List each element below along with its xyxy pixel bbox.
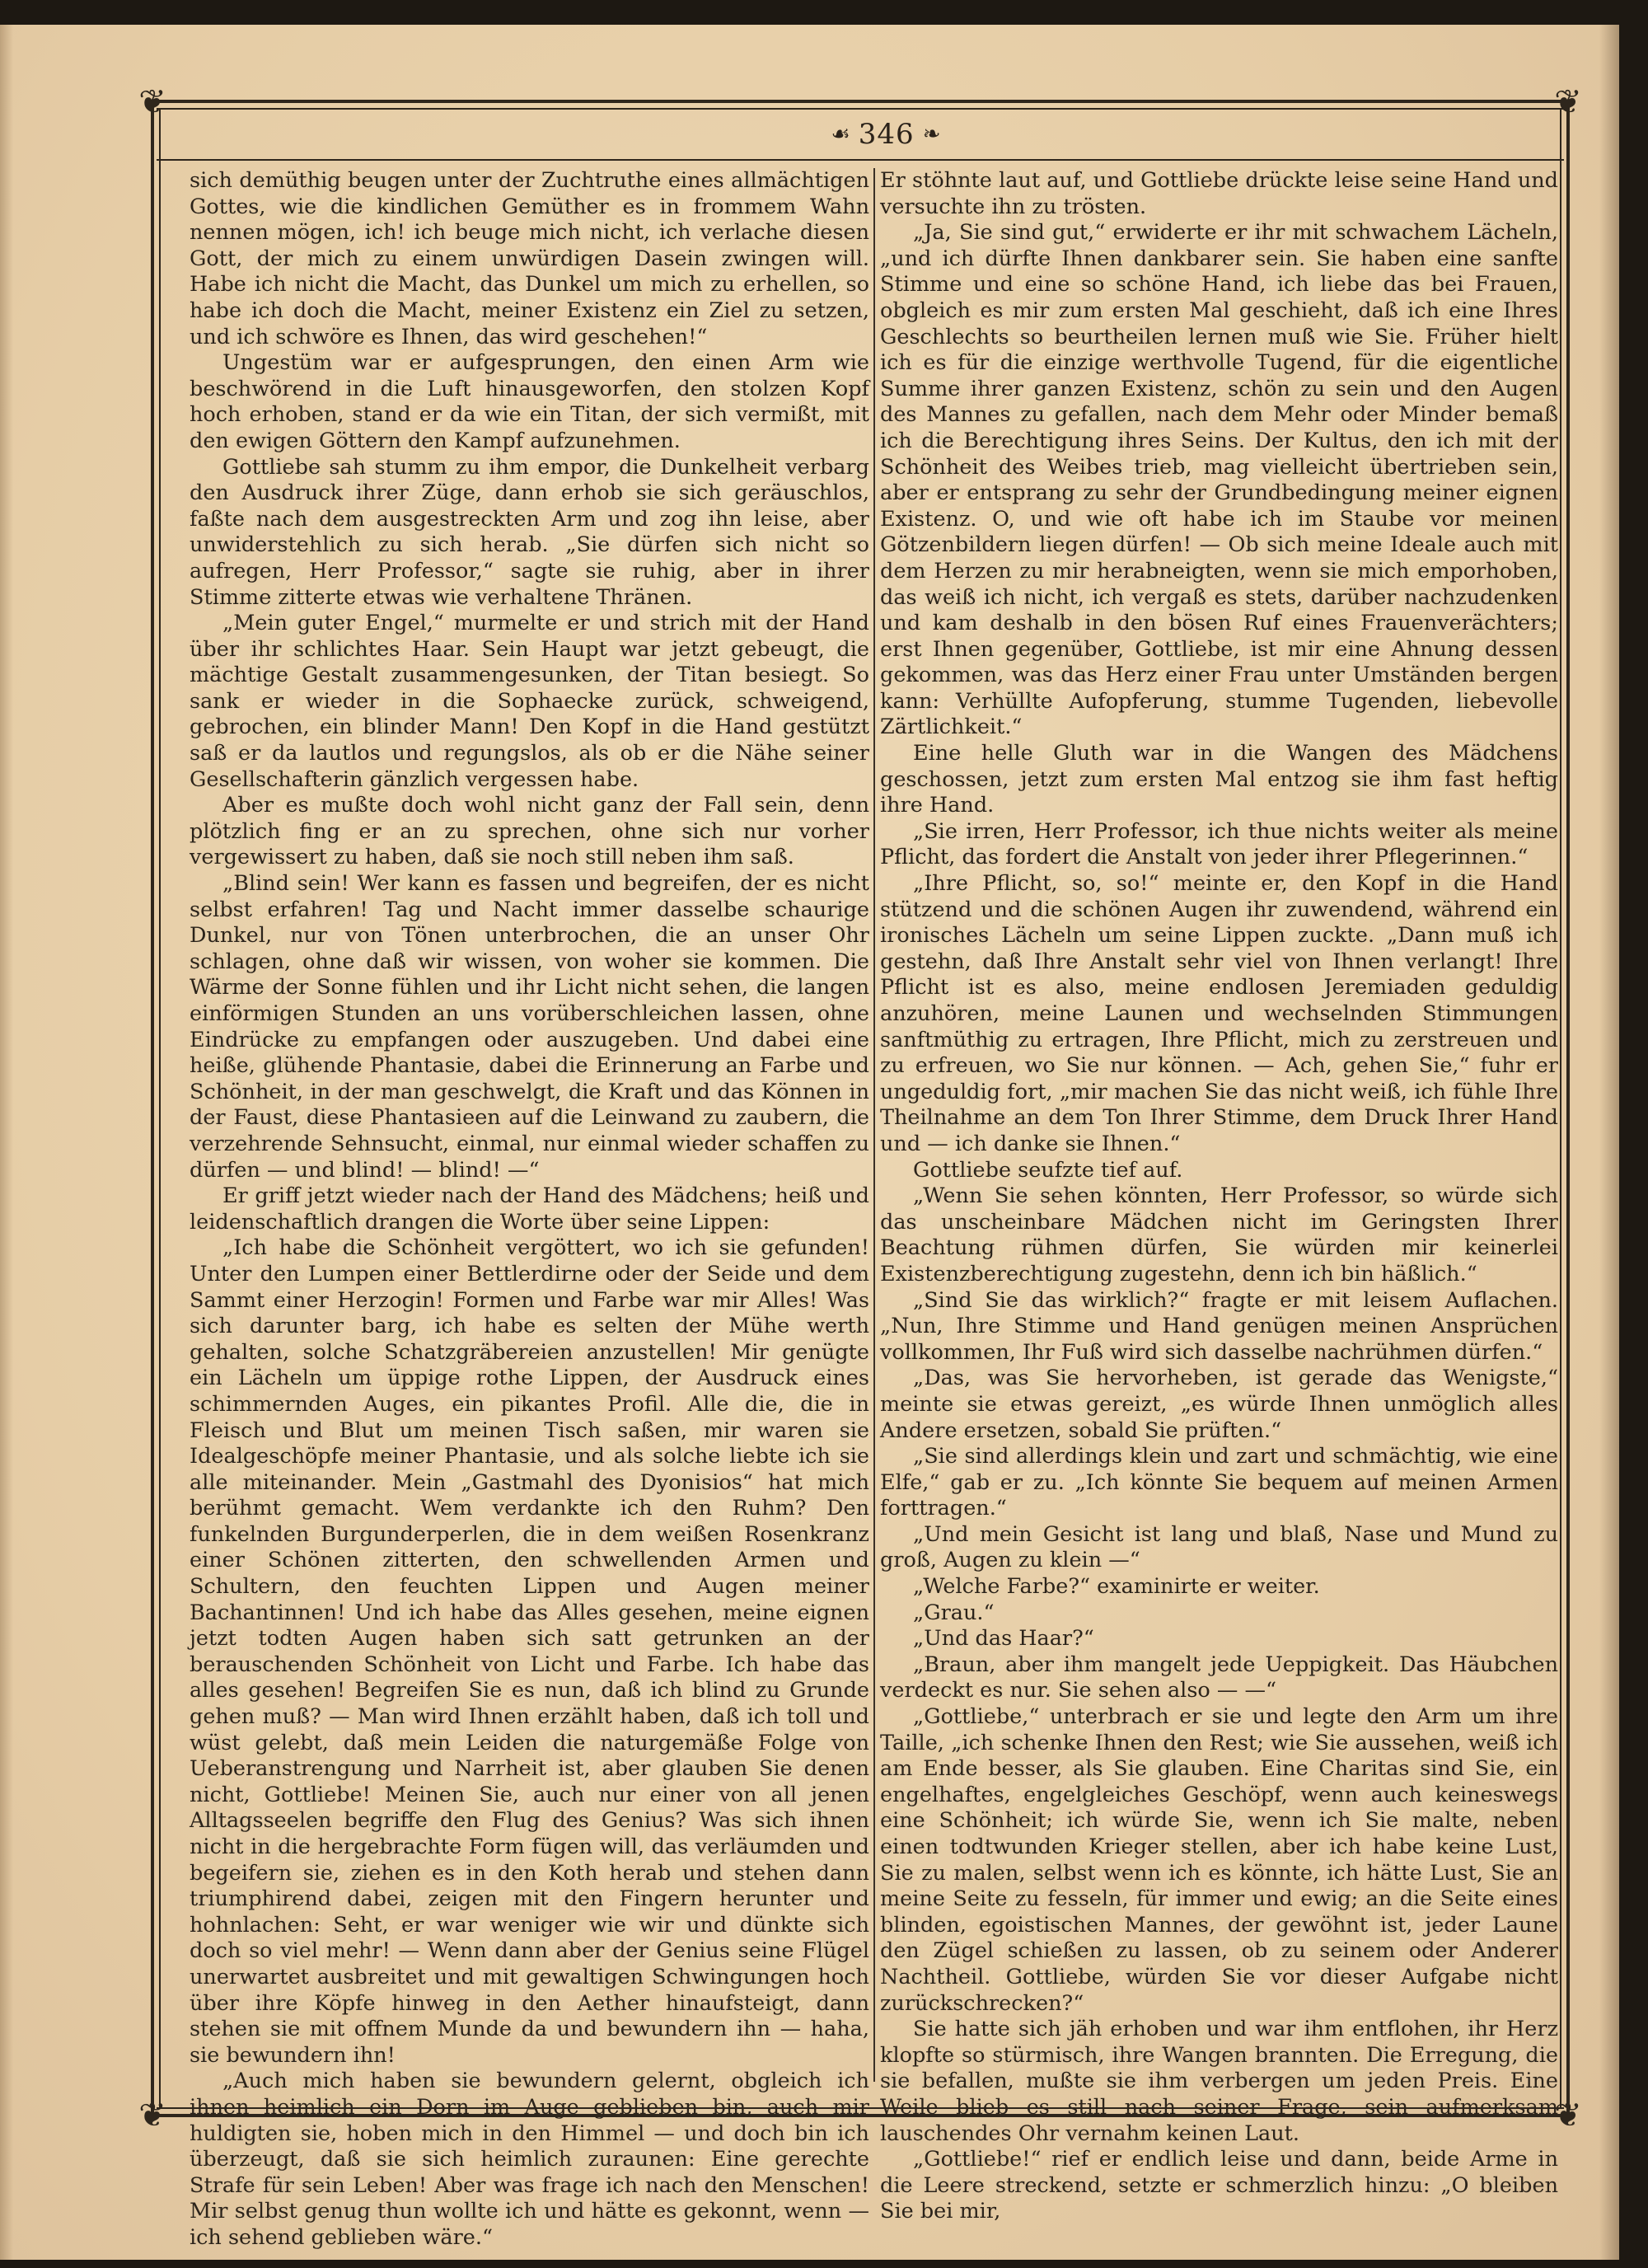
header-flourish-right: ❧ (922, 122, 941, 147)
frame-top-outer (151, 100, 1570, 103)
paragraph: „Das, was Sie hervorheben, ist gerade das Wenigste,“ meinte sie etwas gereizt, „es würde Ihnen unmöglich alles Andere ersetzen, sobald Sie prüften.“ (880, 1366, 1558, 1443)
paragraph: „Und das Haar?“ (913, 1626, 1094, 1652)
paragraph: Eine helle Gluth war in die Wangen des Mädchens geschossen, jetzt zum ersten Mal entzog sie ihm fast heftig ihre Hand. (880, 741, 1558, 818)
paragraph: „Wenn Sie sehen könnten, Herr Professor, so würde sich das unscheinbare Mädchen nicht im Geringsten Ihrer Beachtung rühmen dürfen, Sie würden mir keinerlei Existenzberechtigung zugestehn, denn ich bin häßlich.“ (880, 1183, 1558, 1286)
paragraph: „Ja, Sie sind gut,“ erwiderte er ihr mit schwachem Lächeln, „und ich dürfte Ihnen dankbarer sein. Sie haben eine sanfte Stimme und eine so schöne Hand, ich liebe das bei Frauen, obgleich es mir zum ersten Mal geschieht, daß ich eine Ihres Geschlechts so beurtheilen lernen muß wie Sie. Früher hielt ich es für die einzige werthvolle Tugend, für die eigentliche Summe ihrer ganzen Existenz, schön zu sein und den Augen des Mannes zu gefallen, nach dem Mehr oder Minder bemaß ich die Berechtigung ihres Seins. Der Kultus, den ich mit der Schönheit des Weibes trieb, mag vielleicht übertrieben sein, aber er entsprang zu sehr der Grundbedingung meiner eignen Existenz. O, und wie oft habe ich im Staube vor meinen Götzenbildern liegen dürfen! — Ob sich meine Ideale auch mit dem Herzen zu mir herabneigten, wenn sie mich emporhoben, das weiß ich nicht, ich vergaß es stets, darüber nachzudenken und kam deshalb in den bösen Ruf eines Frauenverächters; erst Ihnen gegenüber, Gottliebe, ist mir eine Ahnung dessen gekommen, was das Herz einer Frau unter Umständen bergen kann: Verhüllte Aufopferung, stumme Tugenden, liebevolle Zärtlichkeit.“ (880, 220, 1558, 740)
frame-top-inner (157, 108, 1564, 110)
paragraph: Aber es mußte doch wohl nicht ganz der Fall sein, denn plötzlich fing er an zu sprechen, ohne sich nur vorher vergewissert zu haben, daß sie noch still neben ihm saß. (190, 793, 869, 870)
corner-ornament-bottom-right: ❦ (1554, 2097, 1582, 2134)
corner-ornament-top-right: ❦ (1554, 83, 1582, 121)
paragraph: „Sind Sie das wirklich?“ fragte er mit leisem Auflachen. „Nun, Ihre Stimme und Hand genügen meinen Ansprüchen vollkommen, Ihr Fuß wird sich dasselbe nachrühmen dürfen.“ (880, 1287, 1558, 1365)
page-number: 346 (858, 118, 915, 151)
corner-ornament-top-left: ❦ (138, 83, 166, 121)
frame-right-outer (1566, 100, 1570, 2117)
paragraph: „Braun, aber ihm mangelt jede Ueppigkeit. Das Häubchen verdeckt es nur. Sie sehen also — —“ (880, 1652, 1558, 1703)
paragraph: sich demüthig beugen unter der Zuchtruthe eines allmächtigen Gottes, wie die kindlichen Gemüther es in frommem Wahn nennen mögen, ich! ich beuge mich nicht, ich verlache diesen Gott, der mich zu einem unwürdigen Dasein zwingen will. Habe ich nicht die Macht, das Dunkel um mich zu erhellen, so habe ich doch die Macht, meiner Existenz ein Ziel zu setzen, und ich schwöre es Ihnen, das wird geschehen!“ (190, 168, 869, 349)
frame-top-rule (157, 159, 1564, 161)
paragraph: Sie hatte sich jäh erhoben und war ihm entflohen, ihr Herz klopfte so stürmisch, ihre Wangen brannten. Die Erregung, die sie befallen, mußte sie ihm verbergen um jeden Preis. Eine Weile blieb es still nach seiner Frage, sein aufmerksam lauschendes Ohr vernahm keinen Laut. (880, 2017, 1558, 2146)
frame-left-outer (151, 100, 154, 2117)
spine-shadow (1599, 25, 1619, 2260)
paragraph: „Sie irren, Herr Professor, ich thue nichts weiter als meine Pflicht, das fordert die Anstalt von jeder ihrer Pflegerinnen.“ (880, 818, 1558, 870)
paragraph: „Gottliebe!“ rief er endlich leise und dann, beide Arme in die Leere streckend, setzte er schmerzlich hinzu: „O bleiben Sie bei mir, (880, 2147, 1558, 2224)
page-header (791, 118, 981, 151)
paragraph: Er stöhnte laut auf, und Gottliebe drückte leise seine Hand und versuchte ihn zu trösten. (880, 168, 1558, 219)
text-column-right (880, 168, 1558, 2224)
paragraph: „Gottliebe,“ unterbrach er sie und legte den Arm um ihre Taille, „ich schenke Ihnen den Rest; wie Sie aussehen, weiß ich am Ende besser, als Sie glauben. Eine Charitas sind Sie, ein engelhaftes, engelgleiches Geschöpf, wenn auch keineswegs eine Schönheit; ich würde Sie, wenn ich Sie malte, neben einen todtwunden Krieger stellen, aber ich habe keine Lust, Sie zu malen, selbst wenn ich es könnte, ich hätte Lust, Sie an meine Seite zu fesseln, für immer und ewig; an die Seite eines blinden, egoistischen Mannes, der gewöhnt ist, jeder Laune den Zügel schießen zu lassen, ob zu seinem oder Anderer Nachtheil. Gottliebe, würden Sie vor dieser Aufgabe nicht zurückschrecken?“ (880, 1704, 1558, 2016)
paragraph: Gottliebe seufzte tief auf. (913, 1157, 1183, 1183)
paragraph: „Blind sein! Wer kann es fassen und begreifen, der es nicht selbst erfahren! Tag und Nacht immer dasselbe schaurige Dunkel, nur von Tönen unterbrochen, die an unser Ohr schlagen, ohne daß wir wissen, von woher sie kommen. Die Wärme der Sonne fühlen und ihr Licht nicht sehen, die langen einförmigen Stunden an uns vorüberschleichen lassen, ohne Eindrücke zu empfangen oder auszugeben. Und dabei eine heiße, glühende Phantasie, dabei die Erinnerung an Farbe und Schönheit, in der man geschwelgt, die Kraft und das Können in der Faust, diese Phantasieen auf die Leinwand zu zaubern, die verzehrende Sehnsucht, einmal, nur einmal wieder schaffen zu dürfen — und blind! — blind! —“ (190, 871, 869, 1183)
frame-right-inner (1560, 108, 1561, 2109)
paragraph: „Ihre Pflicht, so, so!“ meinte er, den Kopf in die Hand stützend und die schönen Augen ihr zuwendend, während ein ironisches Lächeln um seine Lippen zuckte. „Dann muß ich gestehn, daß Ihre Anstalt sehr viel von Ihnen verlangt! Ihre Pflicht ist es also, meine endlosen Jeremiaden geduldig anzuhören, meine Launen und wechselnden Stimmungen sanftmüthig zu ertragen, Ihre Pflicht, mich zu zerstreuen und zu erfreuen, wo Sie nur können. — Ach, gehen Sie,“ fuhr er ungeduldig fort, „mir machen Sie das nicht weiß, ich fühle Ihre Theilnahme an dem Ton Ihrer Stimme, dem Druck Ihrer Hand und — ich danke sie Ihnen.“ (880, 871, 1558, 1156)
paragraph: „Mein guter Engel,“ murmelte er und strich mit der Hand über ihr schlichtes Haar. Sein Haupt war jetzt gebeugt, die mächtige Gestalt zusammengesunken, der Titan besiegt. So sank er wieder in die Sophaecke zurück, schweigend, gebrochen, ein blinder Mann! Den Kopf in die Hand gestützt saß er da lautlos und regungslos, als ob er die Nähe seiner Gesellschafterin gänzlich vergessen habe. (190, 611, 869, 792)
paragraph: „Sie sind allerdings klein und zart und schmächtig, wie eine Elfe,“ gab er zu. „Ich könnte Sie bequem auf meinen Armen forttragen.“ (880, 1444, 1558, 1521)
paragraph: „Grau.“ (913, 1600, 995, 1625)
paragraph: „Und mein Gesicht ist lang und blaß, Nase und Mund zu groß, Augen zu klein —“ (880, 1521, 1558, 1573)
page-edge-shading (0, 25, 13, 2260)
paragraph: „Welche Farbe?“ examinirte er weiter. (913, 1574, 1320, 1600)
paragraph: „Auch mich haben sie bewundern gelernt, obgleich ich ihnen heimlich ein Dorn im Auge geblieben bin, auch mir huldigten sie, hoben mich in den Himmel — und doch bin ich überzeugt, daß sie sich heimlich zuraunen: Eine gerechte Strafe für sein Leben! Aber was frage ich nach den Menschen! Mir selbst genug thun wollte ich und hätte es gekonnt, wenn — ich sehend geblieben wäre.“ (190, 2069, 869, 2250)
corner-ornament-bottom-left: ❦ (138, 2097, 166, 2134)
paragraph: „Ich habe die Schönheit vergöttert, wo ich sie gefunden! Unter den Lumpen einer Bettlerdirne oder der Seide und dem Sammt einer Herzogin! Formen und Farbe war mir Alles! Was sich darunter barg, ich habe es selten der Mühe werth gehalten, solche Schatzgräbereien anzustellen! Mir genügte ein Lächeln um üppige rothe Lippen, der Ausdruck eines schimmernden Auges, ein pikantes Profil. Alle die, die in Fleisch und Blut um meinen Tisch saßen, mir waren sie Idealgeschöpfe meiner Phantasie, und als solche liebte ich sie alle miteinander. Mein „Gastmahl des Dyonisios“ hat mich berühmt gemacht. Wem verdankte ich den Ruhm? Den funkelnden Burgunderperlen, die in dem weißen Rosenkranz einer Schönen zitterten, den schwellenden Armen und Schultern, den feuchten Lippen und Augen meiner Bachantinnen! Und ich habe das Alles gesehen, meine eignen jetzt todten Augen haben sich satt getrunken an der berauschenden Schönheit von Licht und Farbe. Ich habe das alles gesehen! Begreifen Sie es nun, daß ich blind zu Grunde gehen muß? — Man wird Ihnen erzählt haben, daß ich toll und wüst gelebt, daß mein Leiden die naturgemäße Folge von Ueberanstrengung und Narrheit ist, aber glauben Sie denen nicht, Gottliebe! Meinen Sie, auch nur einer von all jenen Alltagsseelen begriffe den Flug des Genius? Was sich ihnen nicht in die hergebrachte Form fügen will, das verläumden und begeifern sie, ziehen es in den Koth herab und stehen dann triumphirend dabei, zeigen mit den Fingern herunter und hohnlachen: Seht, er war weniger wie wir und dünkte sich doch so viel mehr! — Wenn dann aber der Genius seine Flügel unerwartet ausbreitet und mit gewaltigen Schwingungen hoch über ihre Köpfe hinweg in den Aether hinaufsteigt, dann stehen sie mit offnem Munde da und bewundern ihn — haha, sie bewundern ihn! (190, 1235, 869, 2068)
text-column-left (190, 168, 869, 2250)
paragraph: Ungestüm war er aufgesprungen, den einen Arm wie beschwörend in die Luft hinausgeworfen, den stolzen Kopf hoch erhoben, stand er da wie ein Titan, der sich vermißt, mit den ewigen Göttern den Kampf aufzunehmen. (190, 350, 869, 453)
paragraph: Gottliebe sah stumm zu ihm empor, die Dunkelheit verbarg den Ausdruck ihrer Züge, dann erhob sie sich geräuschlos, faßte nach dem ausgestreckten Arm und zog ihn leise, aber unwiderstehlich zu sich herab. „Sie dürfen sich nicht so aufregen, Herr Professor,“ sagte sie ruhig, aber in ihrer Stimme zitterte etwas wie verhaltene Thränen. (190, 454, 869, 610)
column-divider (873, 168, 875, 2082)
header-flourish-left: ☙ (831, 122, 850, 147)
frame-left-inner (159, 108, 161, 2109)
paragraph: Er griff jetzt wieder nach der Hand des Mädchens; heiß und leidenschaftlich drangen die Worte über seine Lippen: (190, 1183, 869, 1235)
